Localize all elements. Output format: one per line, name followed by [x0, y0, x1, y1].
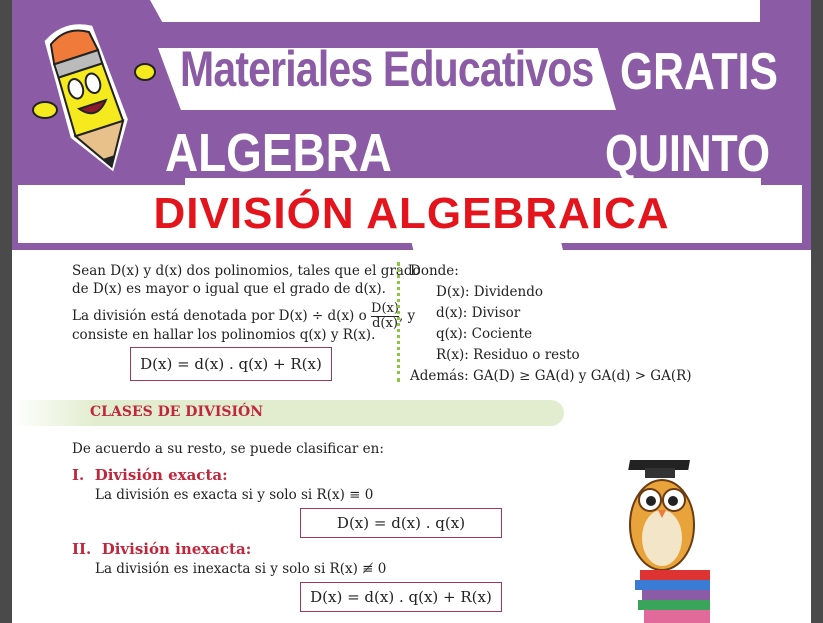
owl-on-books-icon: [610, 460, 715, 623]
pencil-mascot-icon: [25, 10, 160, 180]
section-intro: De acuerdo a su resto, se puede clasificar en:: [72, 441, 384, 457]
type-name: División inexacta:: [101, 540, 252, 558]
type-number: I.: [72, 466, 85, 484]
section-title: CLASES DE DIVISIÓN: [90, 404, 264, 420]
type-heading: [72, 466, 228, 484]
dotted-divider: [397, 262, 400, 382]
brand-text: Materiales Educativos: [180, 41, 594, 97]
gratis-text: GRATIS: [620, 43, 778, 101]
where-ademas: Además: GA(D) ≥ GA(d) y GA(d) > GA(R): [410, 368, 692, 384]
where-label: Donde:: [410, 263, 459, 279]
type-heading: [72, 540, 251, 558]
where-item: q(x): Cociente: [436, 326, 533, 342]
type-desc: La división es exacta si y solo si R(x) ≡ 0: [95, 487, 374, 503]
grade-label: QUINTO: [605, 125, 771, 183]
type-number: II.: [72, 540, 92, 558]
page-title: DIVISIÓN ALGEBRAICA: [153, 189, 670, 238]
formula-box: D(x) = d(x) . q(x): [300, 508, 502, 538]
fraction-numerator: D(x): [371, 301, 399, 316]
formula-box: D(x) = d(x) . q(x) + R(x): [300, 582, 502, 612]
intro-line: consiste en hallar los polinomios q(x) y R(x).: [72, 327, 376, 343]
intro-line: Sean D(x) y d(x) dos polinomios, tales que el grado: [72, 263, 421, 279]
intro-line: de D(x) es mayor o igual que el grado de d(x).: [72, 281, 386, 297]
where-item: d(x): Divisor: [436, 305, 521, 321]
subject-label: ALGEBRA: [165, 123, 392, 183]
fraction-denominator: d(x): [372, 316, 398, 331]
type-desc: La división es inexacta si y solo si R(x) ≢ 0: [95, 561, 387, 577]
section-header: [12, 400, 564, 426]
where-item: R(x): Residuo o resto: [436, 347, 580, 363]
type-name: División exacta:: [94, 466, 228, 484]
formula-box: D(x) = d(x) . q(x) + R(x): [130, 347, 332, 381]
where-item: D(x): Dividendo: [436, 284, 543, 300]
top-band: [150, 0, 760, 22]
intro-text: , y: [398, 308, 416, 324]
intro-text: La división está denotada por D(x) ÷ d(x) o: [72, 308, 367, 324]
